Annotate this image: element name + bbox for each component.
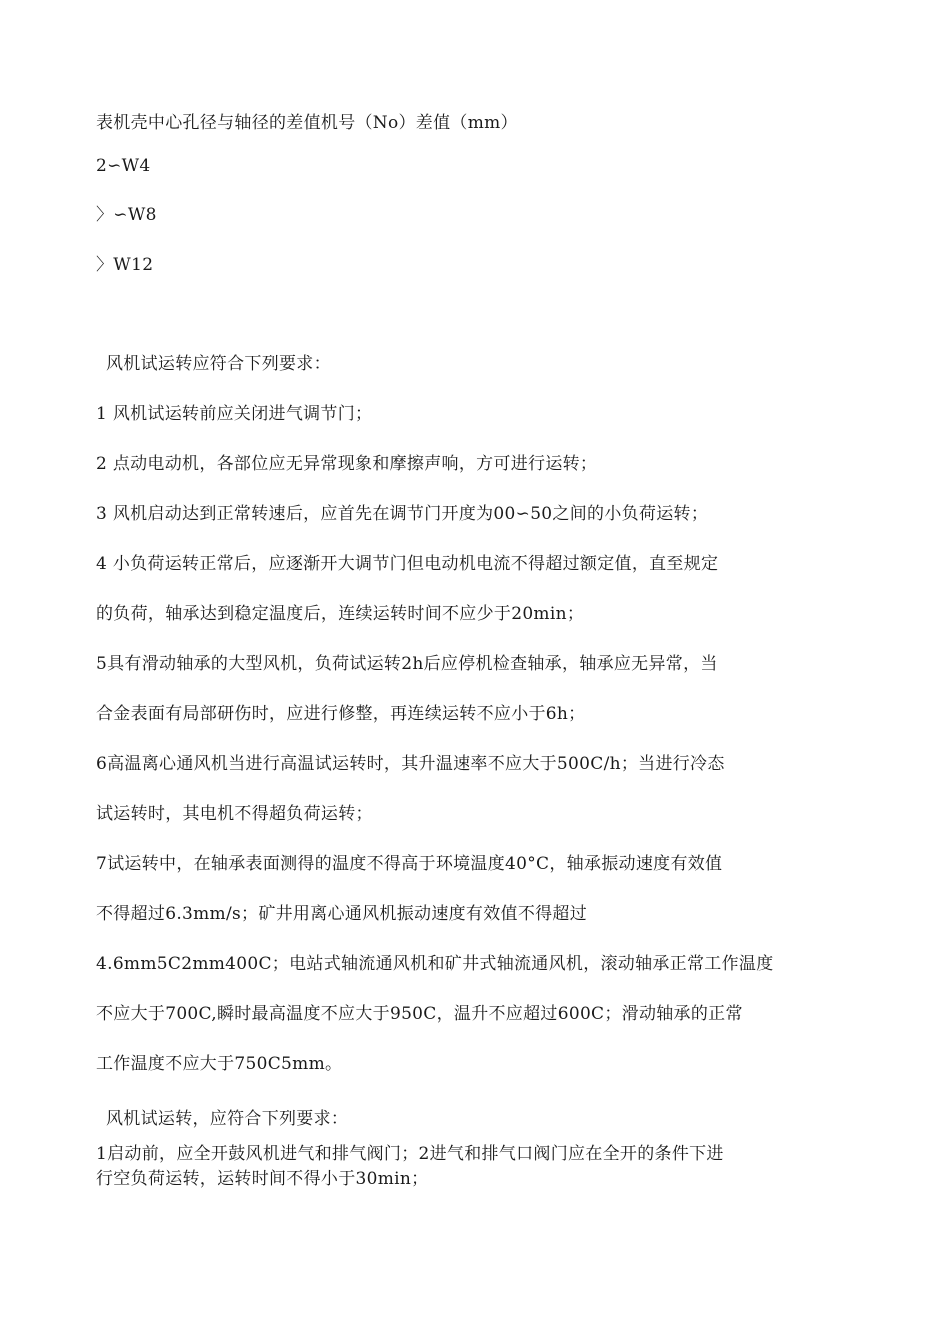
table-row: 〉W12 (96, 255, 154, 275)
text-line: 不应大于700C,瞬时最高温度不应大于950C，温升不应超过600C；滑动轴承的正常 (96, 1004, 743, 1024)
text-line: 的负荷，轴承达到稳定温度后，连续运转时间不应少于20min； (96, 604, 585, 624)
text-line: 合金表面有局部研伤时，应进行修整，再连续运转不应小于6h； (96, 704, 586, 724)
text-line: 行空负荷运转，运转时间不得小于30min； (96, 1169, 429, 1189)
text-line: 1 风机试运转前应关闭进气调节门； (96, 404, 373, 424)
text-line: 5具有滑动轴承的大型风机，负荷试运转2h后应停机检查轴承，轴承应无异常，当 (96, 654, 718, 674)
text-line: 不得超过6.3mm/s；矿井用离心通风机振动速度有效值不得超过 (96, 904, 588, 924)
text-line: 1启动前，应全开鼓风机进气和排气阀门；2进气和排气口阀门应在全开的条件下进 (96, 1144, 724, 1164)
text-line: 工作温度不应大于750C5mm。 (96, 1054, 343, 1074)
section-heading: 风机试运转应符合下列要求： (106, 354, 331, 374)
text-line: 试运转时，其电机不得超负荷运转； (96, 804, 373, 824)
text-line: 6高温离心通风机当进行高温试运转时，其升温速率不应大于500C/h；当进行冷态 (96, 754, 725, 774)
text-line: 3 风机启动达到正常转速后，应首先在调节门开度为00∽50之间的小负荷运转； (96, 504, 709, 524)
text-line: 4.6mm5C2mm400C；电站式轴流通风机和矿井式轴流通风机，滚动轴承正常工作温度 (96, 954, 774, 974)
section-heading: 风机试运转，应符合下列要求： (106, 1109, 349, 1129)
text-line: 2 点动电动机，各部位应无异常现象和摩擦声响，方可进行运转； (96, 454, 598, 474)
text-line: 7试运转中，在轴承表面测得的温度不得高于环境温度40°C，轴承振动速度有效值 (96, 854, 723, 874)
table-heading: 表机壳中心孔径与轴径的差值机号（No）差值（mm） (96, 113, 518, 133)
table-row: 〉∽W8 (96, 205, 157, 225)
text-line: 4 小负荷运转正常后，应逐渐开大调节门但电动机电流不得超过额定值，直至规定 (96, 554, 719, 574)
table-row: 2∽W4 (96, 156, 151, 176)
